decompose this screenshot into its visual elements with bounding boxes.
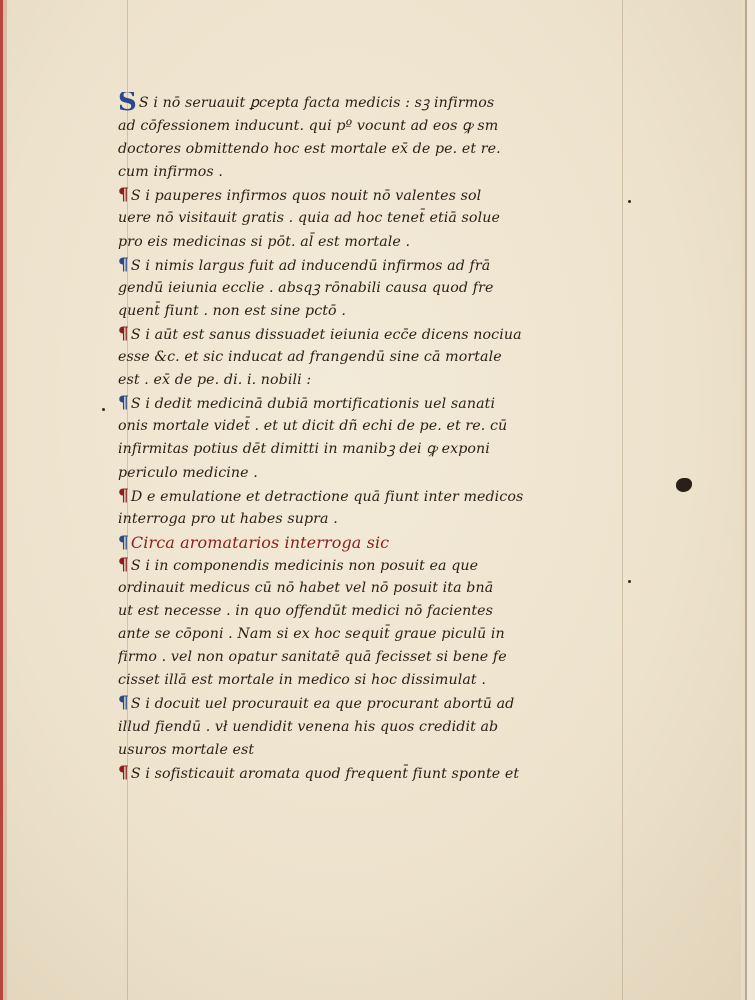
text-line: ut est necesse . in quo offendūt medici nō facientes — [118, 603, 494, 620]
rubric-initial: ¶ — [118, 532, 129, 553]
decorated-initial: S — [118, 92, 137, 116]
margin-dot — [628, 200, 631, 203]
rubric-initial: ¶ — [118, 393, 129, 414]
text-line: est . ex̄ de pe. di. i. nobili : — [118, 372, 312, 389]
text-line: ¶ D e emulatione et detractione quā fiunt inter medicos — [118, 485, 638, 508]
ink-blot — [676, 478, 692, 492]
rubric-heading: ¶ Circa aromatarios interroga sic — [118, 531, 638, 554]
text-line: periculo medicine . — [118, 464, 258, 481]
text-line: ¶ S i sofisticauit aromata quod frequent̄ fiunt sponte et — [118, 762, 638, 785]
margin-dot — [102, 408, 105, 411]
text-line: doctores obmittendo hoc est mortale ex̄ de pe. et re. — [118, 141, 501, 158]
manuscript-text — [118, 92, 638, 785]
text-line: gendū ieiunia ecclie . absqꝫ rōnabili causa quod fre — [118, 279, 494, 296]
rubric-initial: ¶ — [118, 185, 129, 206]
text-line: infirmitas potius dēt dimitti in manibꝫ dei ꝙ exponi — [118, 441, 490, 458]
rubric-initial: ¶ — [118, 323, 129, 344]
rubric-initial: ¶ — [118, 762, 129, 783]
rubric-initial: ¶ — [118, 254, 129, 275]
text-line: ordinauit medicus cū nō habet vel nō posuit ita bnā — [118, 579, 494, 596]
text-line: ¶ S i docuit uel procurauit ea que procurant abortū ad — [118, 692, 638, 715]
text-line: quent̄ fiunt . non est sine pctō . — [118, 302, 346, 319]
page-right-edge — [741, 0, 755, 1000]
text-line: uere nō visitauit gratis . quia ad hoc tenet̄ etiā solue — [118, 210, 500, 227]
text-line: ad cōfessionem inducunt. qui pº vocunt ad eos ꝙ sm — [118, 118, 499, 135]
page-left-edge — [0, 0, 7, 1000]
rubric-initial: ¶ — [118, 554, 129, 575]
margin-dot — [628, 580, 631, 583]
text-line: cum infirmos . — [118, 164, 223, 181]
text-line: ¶ S i dedit medicinā dubiā mortificationis uel sanati — [118, 392, 638, 415]
text-line: pro eis medicinas si pōt. al̄ est mortale . — [118, 233, 411, 250]
text-line: ante se cōponi . Nam si ex hoc sequit̄ graue piculū in — [118, 626, 505, 643]
text-line: illud fiendū . vł uendidit venena his quos credidit ab — [118, 718, 499, 735]
text-line: interroga pro ut habes supra . — [118, 510, 338, 527]
text-line: ¶ S i aūt est sanus dissuadet ieiunia ecc̄e dicens nociua — [118, 323, 638, 346]
text-line: cisset illā est mortale in medico si hoc dissimulat . — [118, 672, 486, 689]
text-line: ¶ S i pauperes infirmos quos nouit nō valentes sol — [118, 184, 638, 207]
text-line: ¶ S i nimis largus fuit ad inducendū infirmos ad frā — [118, 254, 638, 277]
rubric-initial: ¶ — [118, 485, 129, 506]
text-line: esse &c. et sic inducat ad frangendū sine cā mortale — [118, 349, 502, 366]
text-line: firmo . vel non opatur sanitatē quā fecisset si bene fe — [118, 649, 507, 666]
text-line: ¶ S i in componendis medicinis non posuit ea que — [118, 554, 638, 577]
rubric-initial: ¶ — [118, 693, 129, 714]
text-line: S S i nō seruauit ꝑcepta facta medicis : sꝫ infirmos — [118, 92, 495, 116]
text-line: onis mortale videt̄ . et ut dicit dñ echi de pe. et re. cū — [118, 418, 508, 435]
text-line: usuros mortale est — [118, 741, 255, 758]
